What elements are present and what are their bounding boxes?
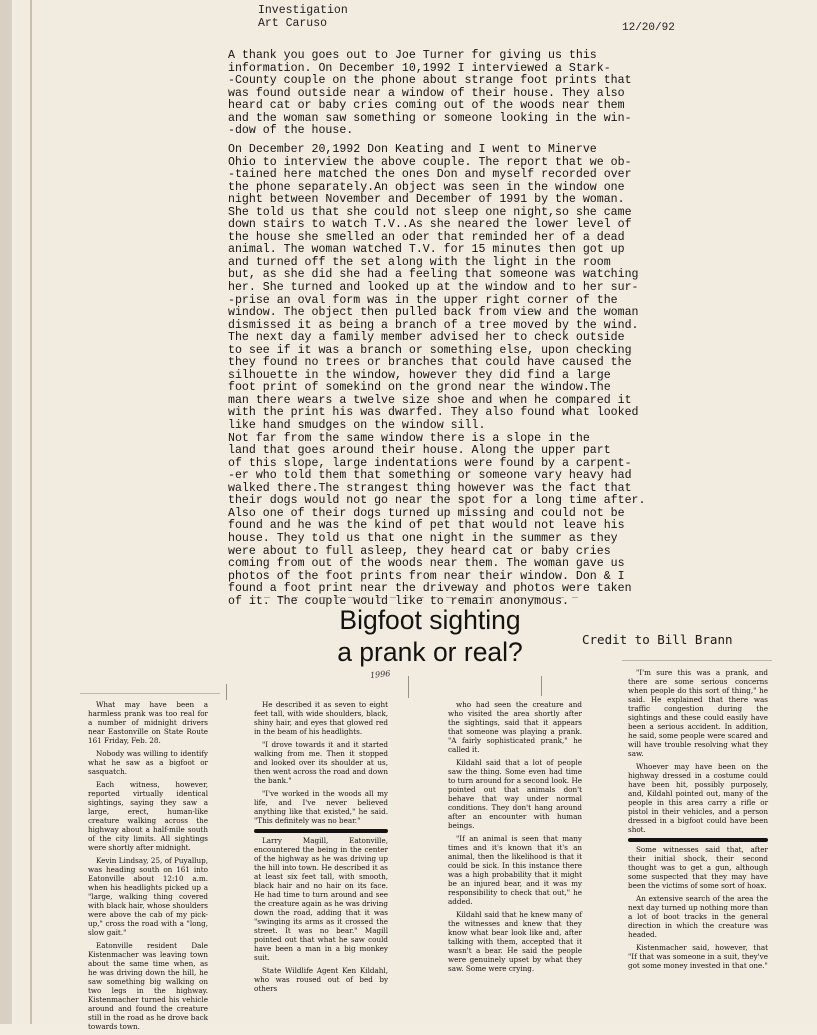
header-author: Art Caruso: [258, 17, 328, 30]
header-date: 12/20/92: [622, 22, 675, 34]
typed-line: their dogs would not go near the spot for a long time after.: [228, 494, 646, 508]
typed-line: the phone separately.An object was seen in the window one: [228, 180, 625, 194]
typed-line: walked there.The strangest thing however was the fact that: [228, 481, 632, 495]
typed-line: On December 20,1992 Don Keating and I went to Minerve: [228, 143, 597, 156]
typed-line: of this slope, large indentations were found by a carpent-: [228, 456, 632, 470]
typed-line: and turned off the set along with the light in the room: [228, 255, 611, 269]
typed-line: She told us that she could not sleep one night,so she came: [228, 205, 632, 219]
news-paragraph: Kildahl said that a lot of people saw the thing. Some even had time to turn around for a second look. He pointed out that animals don't behave that way under normal conditions. They don't hang around after an encounter with human beings.: [448, 758, 582, 830]
typed-line: Not far from the same window there is a slope in the: [228, 431, 590, 445]
typed-line: A thank you goes out to Joe Turner for giving us this: [228, 49, 597, 62]
typed-line: but, as she did she had a feeling that someone was watching: [228, 268, 639, 282]
news-paragraph: Each witness, however, reported virtually identical sightings, saying they saw a large, erect, human-like creature walking across the highway about a half-mile south of the city limits. All sightings were shortly after midnight.: [88, 780, 208, 852]
typed-line: -County couple on the phone about strange foot prints that: [228, 74, 632, 88]
typed-line: coming from out of the woods near them. The woman gave us: [228, 557, 625, 571]
typed-line: and the woman saw something or someone looking in the win-: [228, 111, 632, 125]
typed-line: like hand smudges on the window sill.: [228, 419, 486, 433]
ink-smudge: [254, 829, 388, 833]
typed-line: photos of the foot prints from near their window. Don & I: [228, 569, 625, 583]
typed-paragraph-1: [228, 49, 632, 138]
news-column-1: [88, 700, 208, 1035]
clipping-headline: [290, 604, 570, 668]
headline-line-1: Bigfoot sighting: [339, 605, 521, 635]
news-paragraph: What may have been a harmless prank was too real for a number of midnight drivers near Eastonville on State Route 161 Friday, Feb. 28.: [88, 700, 208, 745]
news-paragraph: Nobody was willing to identify what he saw as a bigfoot or sasquatch.: [88, 749, 208, 776]
typed-line: -tained here matched the ones Don and myself recorded over: [228, 168, 632, 182]
news-paragraph: Whoever may have been on the highway dressed in a costume could have been hit, possibly purposely, and, Kildahl pointed out, many of the people in this area carry a rifle or pistol in their vehicles, and a person dressed in a bigfoot could have been shot.: [628, 762, 768, 834]
typed-line: night between November and December of 1991 by the woman.: [228, 193, 625, 207]
typed-line: man there wears a twelve size shoe and when he compared it: [228, 393, 632, 407]
news-paragraph: "I've worked in the woods all my life, and I've never believed anything like that existed," he said. "This definitely was no bear.": [254, 789, 388, 825]
typed-line: the house she smelled an oder that reminded her of a dead: [228, 230, 625, 244]
typed-line: found a foot print near the driveway and photos were taken: [228, 582, 632, 596]
typed-line: -dow of the house.: [228, 124, 354, 138]
column-cut-mark: [226, 684, 227, 700]
header-block: [258, 4, 348, 30]
news-paragraph: Kistenmacher said, however, that "If that was someone in a suit, they've got some money invested in that one.": [628, 943, 768, 970]
column-cut-mark: [541, 676, 542, 696]
news-column-2: [254, 700, 388, 997]
typed-line: down stairs to watch T.V..As she neared the lower level of: [228, 218, 632, 232]
clipping-cut-edge: [80, 693, 220, 694]
typed-line: window. The object then pulled back from view and the woman: [228, 306, 639, 320]
news-paragraph: "If an animal is seen that many times and it's known that it's an animal, then the likelihood is that it could be sick. In this instance there was a high probability that it might be an injured bear, and it was my responsibility to check that out," he added.: [448, 834, 582, 906]
typed-paragraph-2: [228, 143, 646, 608]
typed-line: of it. The couple would like to remain anonymous.: [228, 594, 569, 608]
news-column-4: [628, 668, 768, 974]
page-edge-line: [30, 0, 32, 1024]
header-title: Investigation: [258, 4, 348, 17]
typed-line: they found no trees or branches that could have caused the: [228, 356, 632, 370]
column-cut-mark: [408, 676, 409, 698]
binder-edge: [0, 0, 12, 1024]
typed-line: land that goes around their house. Along the upper part: [228, 444, 611, 458]
news-paragraph: who had seen the creature and who visited the area shortly after the sightings, said that it appears that someone was playing a prank. "A fairly sophisticated prank," he called it.: [448, 700, 582, 754]
typed-line: silhouette in the window, however they did find a large: [228, 368, 611, 382]
typed-line: with the print his was dwarfed. They also found what looked: [228, 406, 639, 420]
typed-line: heard cat or baby cries coming out of the woods near them: [228, 99, 625, 113]
typed-line: to see if it was a branch or something else, upon checking: [228, 343, 632, 357]
typed-line: house. They told us that one night in the summer as they: [228, 531, 618, 545]
typed-line: -er who told them that something or someone vary heavy had: [228, 469, 632, 483]
news-paragraph: Larry Magill, Eatonville, encountered the being in the center of the highway as he was driving up the hill into town. He described it as at least six feet tall, with smooth, black hair and no hair on its face. He had time to turn around and see the creature again as he was driving down the road, adding that it was "swinging its arms as it crossed the street. It was no bear." Magill pointed out that what he saw could have been a man in a big monkey suit.: [254, 836, 388, 962]
news-paragraph: "I'm sure this was a prank, and there are some serious concerns when people do this sort of thing," he said. He explained that there was traffic congestion during the sightings and these could easily have been a serious accident. In addition, he said, some people were scared and will have trouble resolving what they saw.: [628, 668, 768, 758]
news-paragraph: State Wildlife Agent Ken Kildahl, who was roused out of bed by others: [254, 966, 388, 993]
typed-line: -prise an oval form was in the upper right corner of the: [228, 293, 618, 307]
headline-line-2: a prank or real?: [337, 637, 523, 667]
clipping-cut-edge: [622, 660, 772, 661]
news-paragraph: He described it as seven to eight feet tall, with wide shoulders, black, shiny hair, and eyes that glowed red in the beam of his headlights.: [254, 700, 388, 736]
typed-line: Also one of their dogs turned up missing and could not be: [228, 506, 625, 520]
credit-line: Credit to Bill Brann: [582, 632, 733, 647]
typed-line: Ohio to interview the above couple. The report that we ob-: [228, 155, 632, 169]
typed-line: animal. The woman watched T.V. for 15 minutes then got up: [228, 243, 625, 257]
news-paragraph: Eatonville resident Dale Kistenmacher was leaving town about the same time when, as he was driving down the hill, he saw something big walking on two legs in the highway. Kistenmacher turned his vehicle around and found the creature still in the road as he drove back towards town.: [88, 941, 208, 1031]
typed-line: was found outside near a window of their house. They also: [228, 86, 625, 100]
handwritten-year: 1996: [369, 668, 391, 681]
typed-line: dismissed it as being a branch of a tree moved by the wind.: [228, 318, 639, 332]
clipping-top-rule: [250, 597, 580, 598]
typed-line: her. She turned and looked up at the window and to her sur-: [228, 281, 639, 295]
typed-line: foot print of somekind on the grond near the window.The: [228, 381, 611, 395]
news-paragraph: Kevin Lindsay, 25, of Puyallup, was heading south on 161 into Eatonville about 12:10 a.m. when his headlights picked up a "large, walking thing covered with black hair, whose shoulders were above the cab of my pick-up," cross the road with a "long, slow gait.": [88, 856, 208, 937]
news-paragraph: An extensive search of the area the next day turned up nothing more than a lot of boot tracks in the general direction in which the creature was headed.: [628, 894, 768, 939]
typed-line: information. On December 10,1992 I interviewed a Stark-: [228, 61, 611, 75]
ink-smudge: [628, 838, 768, 842]
typed-line: The next day a family member advised her to check outside: [228, 331, 625, 345]
news-paragraph: Some witnesses said that, after their initial shock, their second thought was to get a gun, although some suspected that they may have been the victims of some sort of hoax.: [628, 845, 768, 890]
typed-line: found and he was the kind of pet that would not leave his: [228, 519, 625, 533]
typed-line: were about to full asleep, they heard cat or baby cries: [228, 544, 611, 558]
news-column-3: [448, 700, 582, 977]
news-paragraph: "I drove towards it and it started walking from me. Then it stopped and looked over its shoulder at us, then went across the road and down the bank.": [254, 740, 388, 785]
news-paragraph: Kildahl said that he knew many of the witnesses and knew that they know what bear look like and, after talking with them, accepted that it wasn't a bear. He said the people were genuinely upset by what they saw. Some were crying.: [448, 910, 582, 973]
